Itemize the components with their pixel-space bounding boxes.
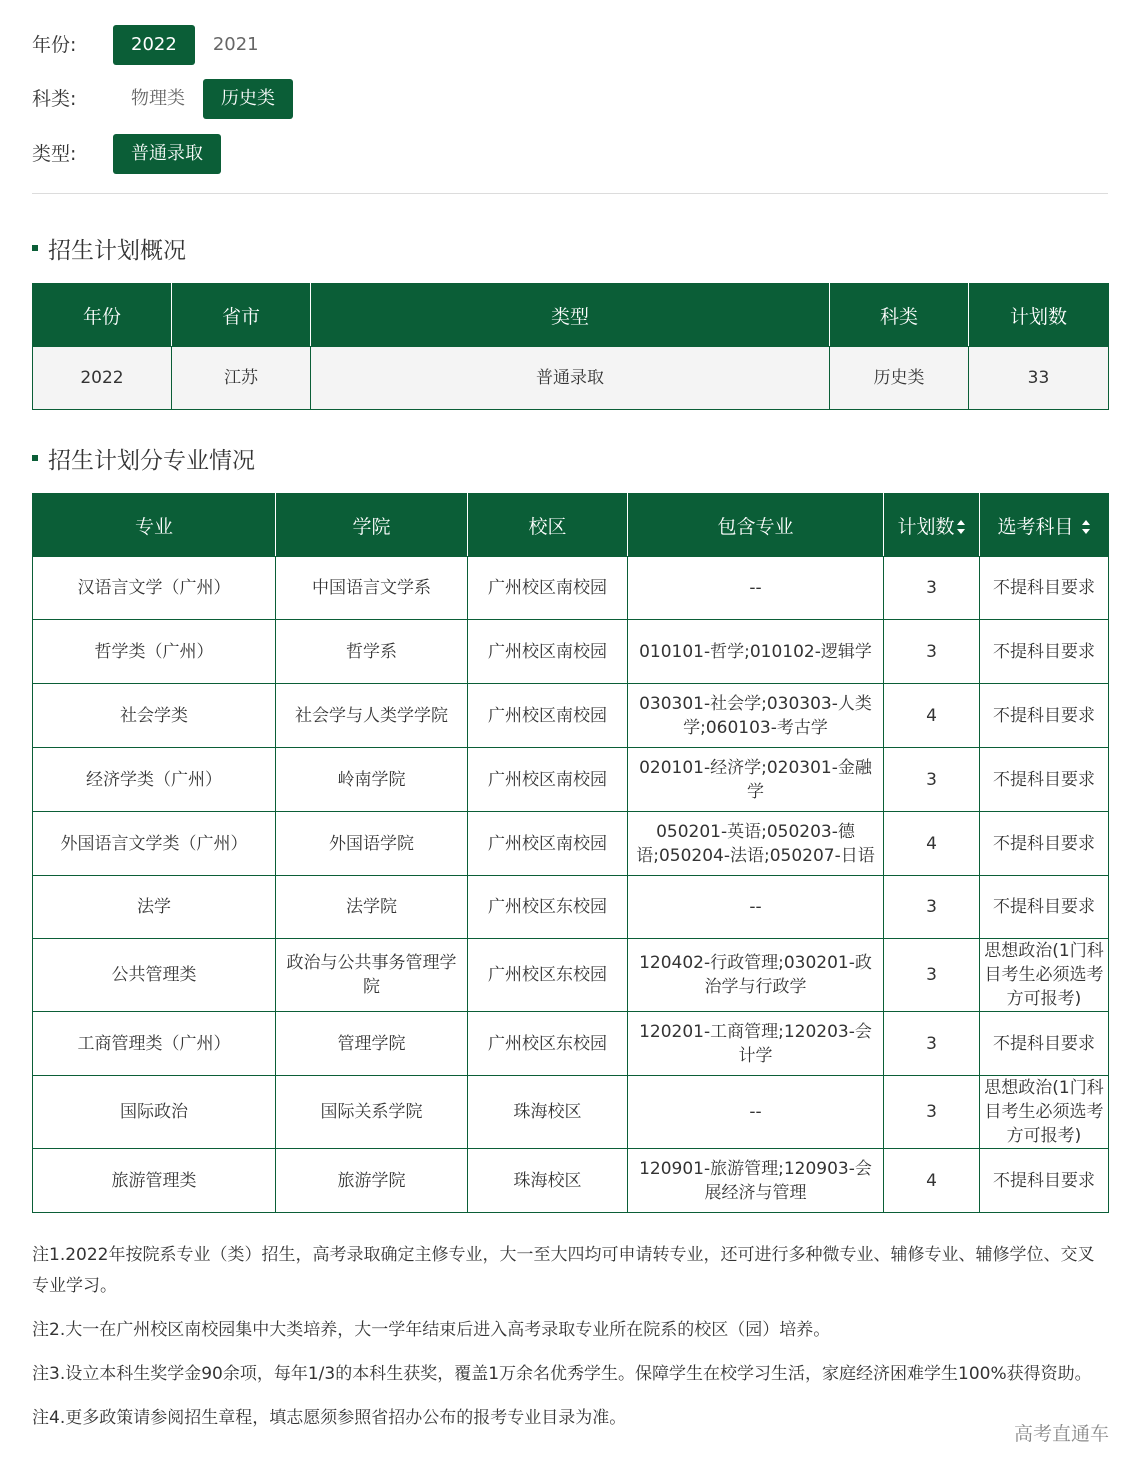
watermark: 高考直通车 xyxy=(1013,1423,1109,1445)
majors-header-college: 学院 xyxy=(276,494,468,557)
major-cell-college: 旅游学院 xyxy=(276,1149,468,1213)
note-3: 注3.设立本科生奖学金90余项，每年1/3的本科生获奖，覆盖1万余名优秀学生。保障学生在校学习生活，家庭经济困难学生100%获得资助。 xyxy=(32,1364,1092,1384)
type-option-regular[interactable]: 普通录取 xyxy=(113,134,221,174)
table-row xyxy=(33,1012,1109,1076)
major-cell-college: 岭南学院 xyxy=(276,748,468,812)
major-cell-major: 汉语言文学（广州） xyxy=(33,557,276,620)
notes xyxy=(32,1240,1108,1447)
major-cell-campus: 珠海校区 xyxy=(468,1076,628,1149)
major-cell-included-majors: 120201-工商管理;120203-会计学 xyxy=(628,1012,884,1076)
major-cell-plan: 4 xyxy=(884,812,980,876)
year-option-2022[interactable]: 2022 xyxy=(113,25,195,65)
majors-section-title xyxy=(32,442,255,474)
majors-header-major: 专业 xyxy=(33,494,276,557)
note-4: 注4.更多政策请参阅招生章程，填志愿须参照省招办公布的报考专业目录为准。 xyxy=(32,1408,627,1428)
major-cell-campus: 珠海校区 xyxy=(468,1149,628,1213)
table-row xyxy=(33,1149,1109,1213)
filter-divider xyxy=(32,193,1108,194)
major-cell-campus: 广州校区东校园 xyxy=(468,876,628,939)
table-row xyxy=(33,347,1109,410)
major-cell-included-majors: -- xyxy=(628,1076,884,1149)
type-filter xyxy=(32,134,221,174)
major-cell-college: 法学院 xyxy=(276,876,468,939)
section-bullet-icon xyxy=(32,455,38,461)
major-cell-major: 旅游管理类 xyxy=(33,1149,276,1213)
major-cell-included-majors: -- xyxy=(628,557,884,620)
note-2: 注2.大一在广州校区南校园集中大类培养，大一学年结束后进入高考录取专业所在院系的校区（园）培养。 xyxy=(32,1320,831,1340)
majors-header-included: 包含专业 xyxy=(628,494,884,557)
overview-cell-subject: 历史类 xyxy=(830,347,969,410)
major-cell-subject-req: 不提科目要求 xyxy=(980,876,1109,939)
major-cell-campus: 广州校区南校园 xyxy=(468,748,628,812)
table-row xyxy=(33,748,1109,812)
major-cell-included-majors: 050201-英语;050203-德语;050204-法语;050207-日语 xyxy=(628,812,884,876)
major-cell-major: 社会学类 xyxy=(33,684,276,748)
table-row xyxy=(33,620,1109,684)
section-bullet-icon xyxy=(32,245,38,251)
overview-header-plan: 计划数 xyxy=(969,284,1109,347)
type-filter-label: 类型: xyxy=(32,143,77,165)
major-cell-major: 工商管理类（广州） xyxy=(33,1012,276,1076)
major-cell-included-majors: 010101-哲学;010102-逻辑学 xyxy=(628,620,884,684)
major-cell-campus: 广州校区东校园 xyxy=(468,939,628,1012)
sort-icon[interactable] xyxy=(1082,520,1091,534)
major-cell-major: 哲学类（广州） xyxy=(33,620,276,684)
note-1: 注1.2022年按院系专业（类）招生，高考录取确定主修专业，大一至大四均可申请转专业，还可进行多种微专业、辅修专业、辅修学位、交叉专业学习。 xyxy=(32,1245,1095,1296)
subject-filter-label: 科类: xyxy=(32,88,77,110)
major-cell-campus: 广州校区南校园 xyxy=(468,812,628,876)
major-cell-subject-req: 不提科目要求 xyxy=(980,557,1109,620)
majors-header-subjects-sort[interactable] xyxy=(980,494,1109,557)
major-cell-plan: 4 xyxy=(884,684,980,748)
major-cell-subject-req: 不提科目要求 xyxy=(980,1012,1109,1076)
major-cell-included-majors: 030301-社会学;030303-人类学;060103-考古学 xyxy=(628,684,884,748)
majors-header-plan-sort[interactable] xyxy=(884,494,980,557)
overview-cell-type: 普通录取 xyxy=(311,347,830,410)
majors-header-plan: 计划数 xyxy=(897,515,955,538)
major-cell-plan: 3 xyxy=(884,939,980,1012)
major-cell-plan: 3 xyxy=(884,557,980,620)
overview-cell-plan: 33 xyxy=(969,347,1109,410)
major-cell-major: 外国语言文学类（广州） xyxy=(33,812,276,876)
year-option-2021[interactable]: 2021 xyxy=(212,34,259,55)
overview-header-province: 省市 xyxy=(172,284,311,347)
majors-header-campus: 校区 xyxy=(468,494,628,557)
major-cell-included-majors: 020101-经济学;020301-金融学 xyxy=(628,748,884,812)
major-cell-college: 中国语言文学系 xyxy=(276,557,468,620)
major-cell-subject-req: 不提科目要求 xyxy=(980,1149,1109,1213)
majors-title-text: 招生计划分专业情况 xyxy=(48,447,255,474)
major-cell-major: 法学 xyxy=(33,876,276,939)
major-cell-plan: 3 xyxy=(884,748,980,812)
table-row xyxy=(33,812,1109,876)
overview-cell-province: 江苏 xyxy=(172,347,311,410)
major-cell-college: 社会学与人类学学院 xyxy=(276,684,468,748)
major-cell-college: 政治与公共事务管理学院 xyxy=(276,939,468,1012)
major-cell-included-majors: -- xyxy=(628,876,884,939)
overview-header-subject: 科类 xyxy=(830,284,969,347)
major-cell-included-majors: 120402-行政管理;030201-政治学与行政学 xyxy=(628,939,884,1012)
major-cell-subject-req: 思想政治(1门科目考生必须选考方可报考) xyxy=(980,1076,1109,1149)
subject-filter xyxy=(32,79,293,119)
table-row xyxy=(33,557,1109,620)
major-cell-college: 外国语学院 xyxy=(276,812,468,876)
major-cell-subject-req: 思想政治(1门科目考生必须选考方可报考) xyxy=(980,939,1109,1012)
major-cell-plan: 3 xyxy=(884,876,980,939)
sort-icon[interactable] xyxy=(957,520,966,534)
overview-section-title xyxy=(32,232,186,264)
overview-table xyxy=(32,283,1109,410)
major-cell-subject-req: 不提科目要求 xyxy=(980,684,1109,748)
overview-cell-year: 2022 xyxy=(33,347,172,410)
major-cell-major: 经济学类（广州） xyxy=(33,748,276,812)
table-row xyxy=(33,1076,1109,1149)
major-cell-college: 国际关系学院 xyxy=(276,1076,468,1149)
major-cell-subject-req: 不提科目要求 xyxy=(980,748,1109,812)
major-cell-subject-req: 不提科目要求 xyxy=(980,812,1109,876)
major-cell-plan: 4 xyxy=(884,1149,980,1213)
major-cell-campus: 广州校区南校园 xyxy=(468,684,628,748)
overview-header-year: 年份 xyxy=(33,284,172,347)
majors-header-row xyxy=(33,494,1109,557)
major-cell-plan: 3 xyxy=(884,620,980,684)
major-cell-major: 公共管理类 xyxy=(33,939,276,1012)
year-filter-label: 年份: xyxy=(32,34,77,56)
major-cell-college: 管理学院 xyxy=(276,1012,468,1076)
major-cell-major: 国际政治 xyxy=(33,1076,276,1149)
subject-option-physics[interactable]: 物理类 xyxy=(131,88,185,109)
major-cell-plan: 3 xyxy=(884,1012,980,1076)
majors-header-subjects: 选考科目 xyxy=(997,515,1074,538)
major-cell-campus: 广州校区东校园 xyxy=(468,1012,628,1076)
year-filter xyxy=(32,25,277,65)
overview-header-row xyxy=(33,284,1109,347)
major-cell-subject-req: 不提科目要求 xyxy=(980,620,1109,684)
table-row xyxy=(33,876,1109,939)
major-cell-campus: 广州校区南校园 xyxy=(468,557,628,620)
major-cell-campus: 广州校区南校园 xyxy=(468,620,628,684)
subject-option-history[interactable]: 历史类 xyxy=(203,79,293,119)
major-cell-plan: 3 xyxy=(884,1076,980,1149)
majors-table xyxy=(32,493,1109,1213)
table-row xyxy=(33,939,1109,1012)
major-cell-college: 哲学系 xyxy=(276,620,468,684)
overview-title-text: 招生计划概况 xyxy=(48,237,186,264)
table-row xyxy=(33,684,1109,748)
overview-header-type: 类型 xyxy=(311,284,830,347)
major-cell-included-majors: 120901-旅游管理;120903-会展经济与管理 xyxy=(628,1149,884,1213)
